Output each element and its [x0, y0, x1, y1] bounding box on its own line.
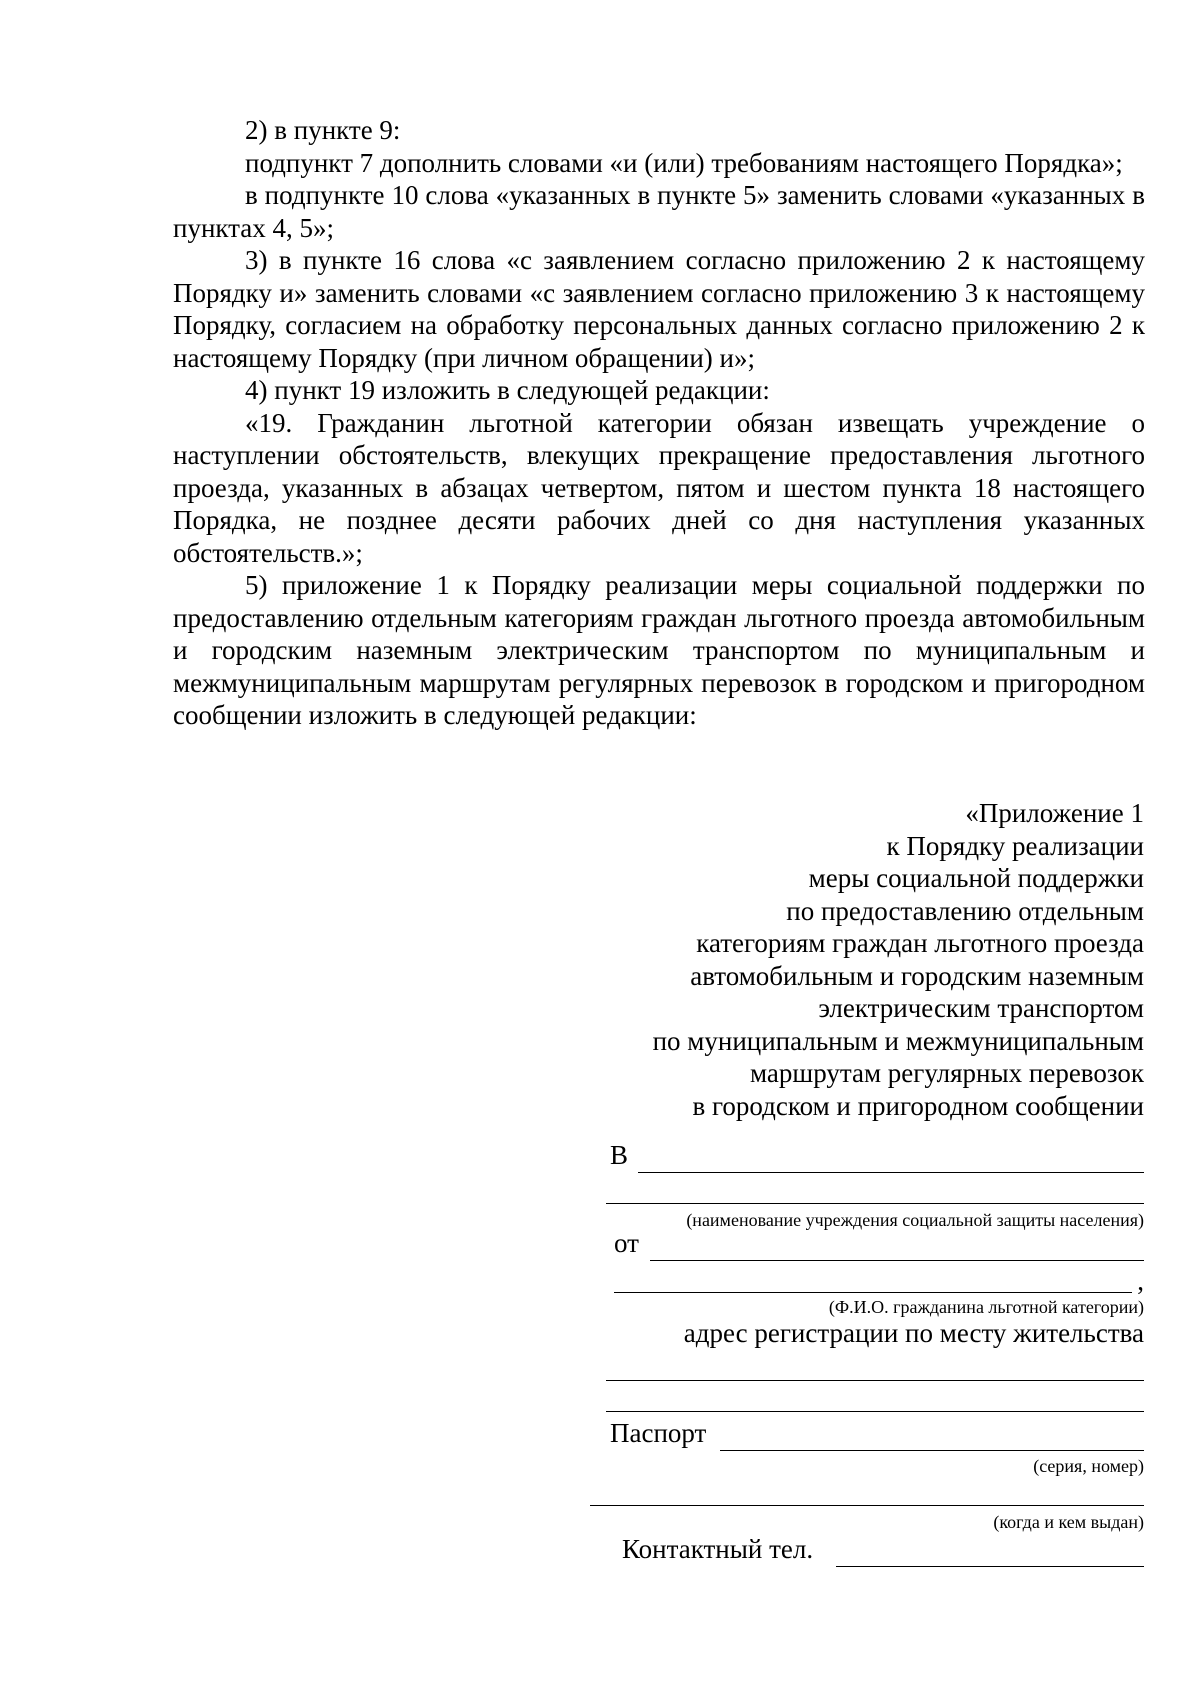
address-line-2	[606, 1411, 1144, 1412]
paragraph-point-19: «19. Гражданин льготной категории обязан извещать учреждение о наступлении обстоятельств, влекущих прекращение предоставления льготного проезда, указанных в абзацах четвертом, пятом и шестом пункта 18 настоящего Порядка, не позднее десяти рабочих дней со дня наступления указанных обстоятельств.»;	[173, 407, 1145, 568]
phone-label: Контактный тел.	[622, 1534, 814, 1564]
from-label: от	[614, 1228, 639, 1258]
paragraph-subitem-10: в подпункте 10 слова «указанных в пункте 5» заменить словами «указанных в пунктах 4, 5»;	[173, 180, 1145, 243]
address-line	[606, 1380, 1144, 1381]
citizen-name-line	[650, 1260, 1144, 1261]
paragraph-item-2: 2) в пункте 9:	[245, 115, 401, 145]
appendix-line: маршрутам регулярных перевозок	[750, 1058, 1144, 1088]
citizen-name-line-2	[614, 1292, 1132, 1293]
paragraph-item-5: 5) приложение 1 к Порядку реализации меры социальной поддержки по предоставлению отдельным категориям граждан льготного проезда автомобильным и городским наземным электрическим транспортом по муниципальным и межмуниципальным маршрутам регулярных перевозок в городском и пригородном сообщении изложить в следующей редакции:	[173, 570, 1145, 730]
paragraph-item-3: 3) в пункте 16 слова «с заявлением согласно приложению 2 к настоящему Порядку и» заменить словами «с заявлением согласно приложению 3 к настоящему Порядку, согласием на обработку персональных данных согласно приложению 2 к настоящему Порядку (при личном обращении) и»;	[173, 245, 1145, 373]
issued-caption: (когда и кем выдан)	[993, 1512, 1144, 1532]
paragraph-item-4: 4) пункт 19 изложить в следующей редакции:	[245, 375, 770, 405]
appendix-line: категориям граждан льготного проезда	[696, 928, 1144, 958]
appendix-line: в городском и пригородном сообщении	[692, 1090, 1144, 1121]
application-header-form	[590, 0, 1144, 1698]
citizen-caption: (Ф.И.О. гражданина льготной категории)	[828, 1297, 1144, 1317]
institution-line-2	[606, 1203, 1144, 1204]
appendix-line: по предоставлению отдельным	[786, 895, 1144, 926]
paragraph-subitem-7: подпункт 7 дополнить словами «и (или) требованиям настоящего Порядка»;	[245, 147, 1123, 178]
passport-line	[720, 1450, 1144, 1451]
comma-mark: ,	[1137, 1266, 1144, 1296]
appendix-line: меры социальной поддержки	[808, 863, 1144, 893]
appendix-line: «Приложение 1	[965, 798, 1144, 828]
appendix-line: по муниципальным и межмуниципальным	[652, 1025, 1144, 1056]
appendix-line: к Порядку реализации	[886, 830, 1144, 861]
institution-caption: (наименование учреждения социальной защиты населения)	[686, 1210, 1144, 1230]
appendix-line: электрическим транспортом	[818, 993, 1144, 1023]
issued-line	[590, 1505, 1144, 1506]
address-label: адрес регистрации по месту жительства	[683, 1318, 1144, 1348]
phone-line	[836, 1566, 1144, 1567]
appendix-line: автомобильным и городским наземным	[690, 960, 1144, 991]
passport-label: Паспорт	[610, 1418, 707, 1448]
to-label: В	[610, 1140, 629, 1170]
passport-caption: (серия, номер)	[1033, 1456, 1144, 1476]
institution-line	[638, 1172, 1144, 1173]
